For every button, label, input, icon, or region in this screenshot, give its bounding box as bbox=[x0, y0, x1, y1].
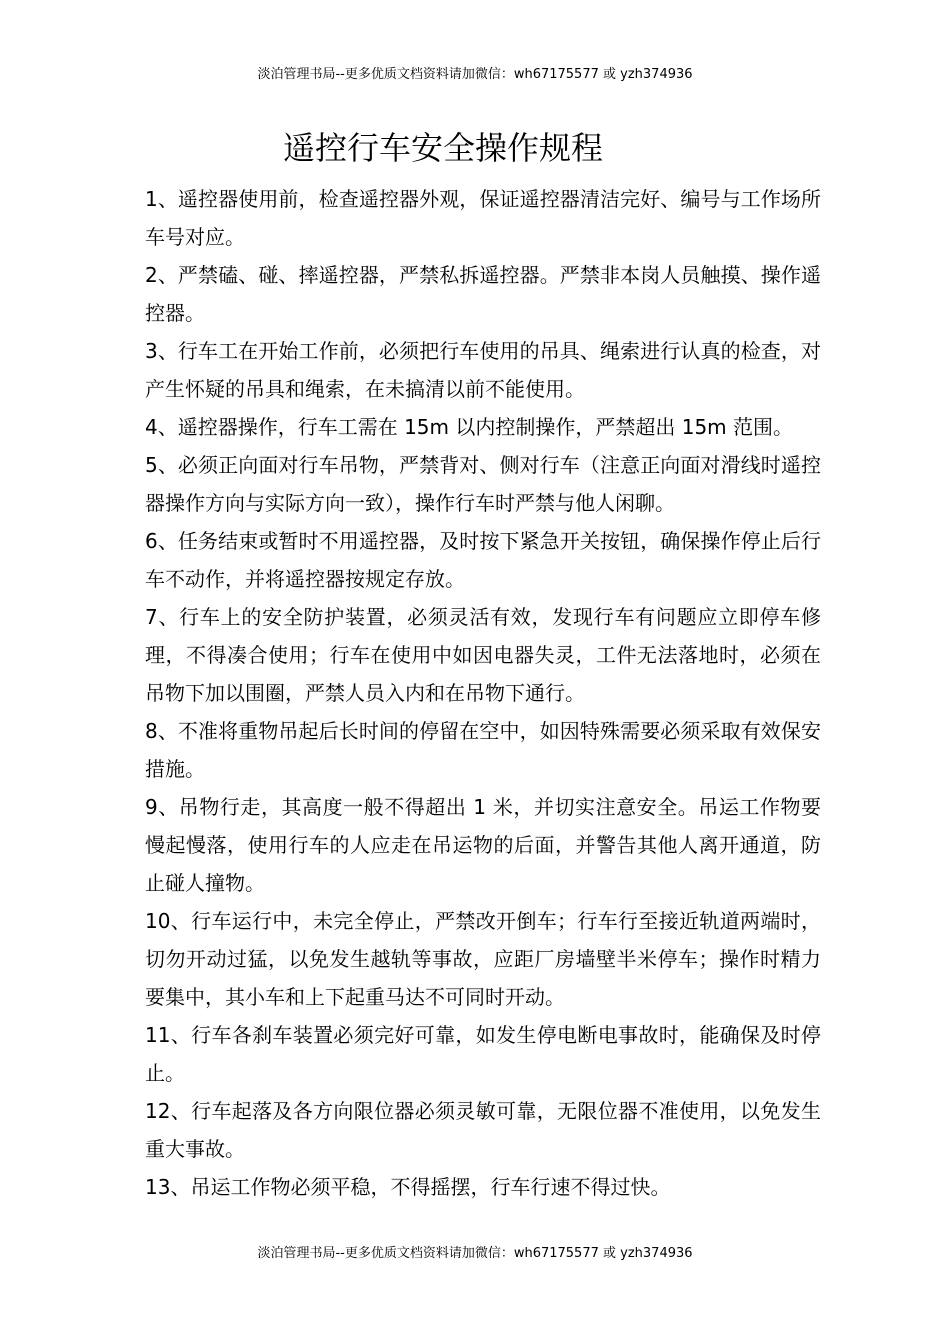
rule-item-12: 12、行车起落及各方向限位器必须灵敏可靠，无限位器不准使用，以免发生重大事故。 bbox=[145, 1099, 821, 1161]
rule-item-7: 7、行车上的安全防护装置，必须灵活有效，发现行车有问题应立即停车修理，不得凑合使用；行车在使用中如因电器失灵，工件无法落地时，必须在吊物下加以围圈，严禁人员入内和在吊物下通行。 bbox=[145, 605, 821, 705]
rule-item-1: 1、遥控器使用前，检查遥控器外观，保证遥控器清洁完好、编号与工作场所车号对应。 bbox=[145, 187, 821, 249]
rule-item-5: 5、必须正向面对行车吊物，严禁背对、侧对行车（注意正向面对滑线时遥控器操作方向与实际方向一致），操作行车时严禁与他人闲聊。 bbox=[145, 453, 821, 515]
rule-item-2: 2、严禁磕、碰、摔遥控器，严禁私拆遥控器。严禁非本岗人员触摸、操作遥控器。 bbox=[145, 263, 821, 325]
rule-item-6: 6、任务结束或暂时不用遥控器，及时按下紧急开关按钮，确保操作停止后行车不动作，并将遥控器按规定存放。 bbox=[145, 529, 821, 591]
document-body bbox=[145, 180, 821, 1206]
page-footer: 淡泊管理书局--更多优质文档资料请加微信：wh67175577 或 yzh374936 bbox=[257, 1246, 693, 1261]
rule-item-11: 11、行车各刹车装置必须完好可靠，如发生停电断电事故时，能确保及时停止。 bbox=[145, 1023, 821, 1085]
document-title: 遥控行车安全操作规程 bbox=[282, 129, 603, 167]
rule-item-3: 3、行车工在开始工作前，必须把行车使用的吊具、绳索进行认真的检查，对产生怀疑的吊具和绳索，在未搞清以前不能使用。 bbox=[145, 339, 821, 401]
rule-item-13: 13、吊运工作物必须平稳，不得摇摆，行车行速不得过快。 bbox=[145, 1175, 671, 1199]
rule-item-9: 9、吊物行走，其高度一般不得超出 1 米，并切实注意安全。吊运工作物要慢起慢落，使用行车的人应走在吊运物的后面，并警告其他人离开通道，防止碰人撞物。 bbox=[145, 795, 821, 895]
rule-item-4: 4、遥控器操作，行车工需在 15m 以内控制操作，严禁超出 15m 范围。 bbox=[145, 415, 794, 439]
rule-item-10: 10、行车运行中，未完全停止，严禁改开倒车；行车行至接近轨道两端时，切勿开动过猛，以免发生越轨等事故，应距厂房墙壁半米停车；操作时精力要集中，其小车和上下起重马达不可同时开动。 bbox=[145, 909, 821, 1009]
rule-item-8: 8、不准将重物吊起后长时间的停留在空中，如因特殊需要必须采取有效保安措施。 bbox=[145, 719, 821, 781]
page-header: 淡泊管理书局--更多优质文档资料请加微信：wh67175577 或 yzh374936 bbox=[257, 67, 693, 82]
